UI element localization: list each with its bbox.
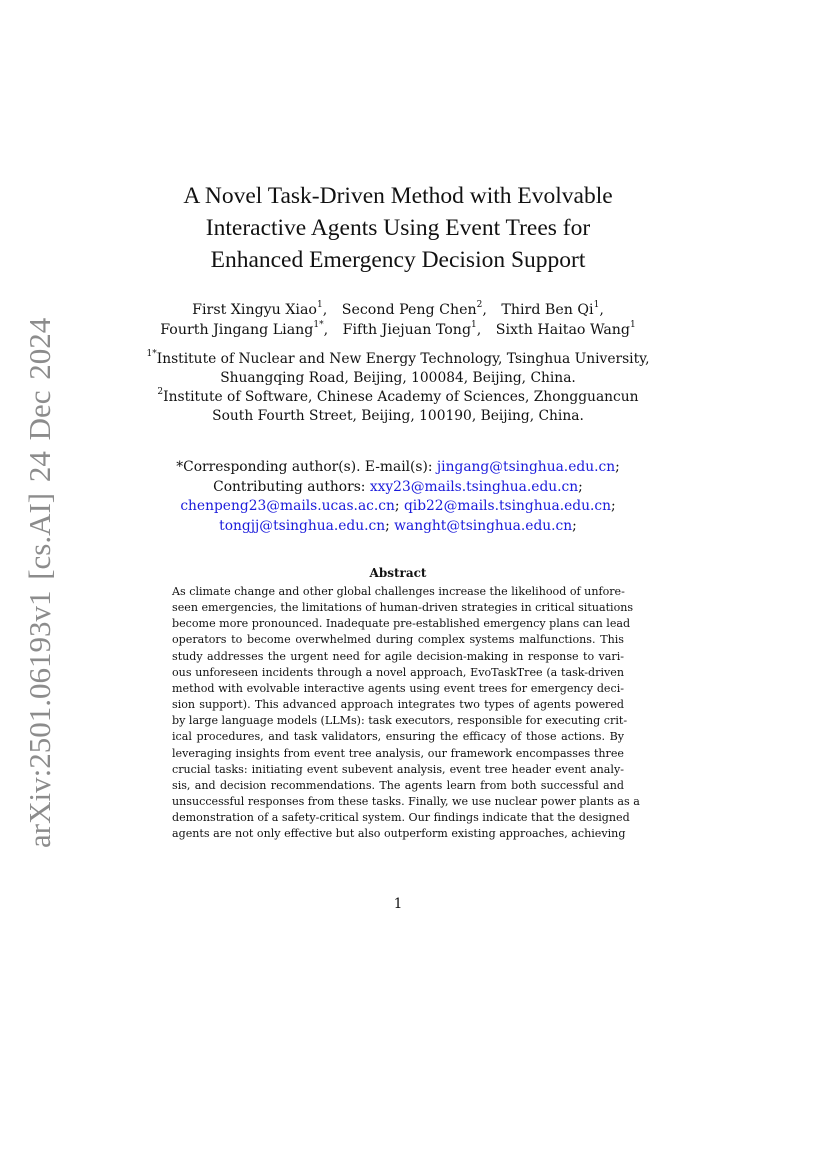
paper-title xyxy=(120,180,676,276)
title-line: Enhanced Emergency Decision Support xyxy=(210,247,586,273)
author-separator: , xyxy=(482,302,487,318)
author-affiliation-mark: 1 xyxy=(593,300,600,311)
author-name: Second Peng Chen xyxy=(341,302,477,318)
author-name: Fourth Jingang Liang xyxy=(160,322,314,338)
affiliations xyxy=(110,350,686,426)
email-separator: ; xyxy=(615,459,620,475)
author-affiliation-mark: 2 xyxy=(476,300,483,311)
email-separator: ; xyxy=(394,498,400,514)
affiliation-line xyxy=(110,350,686,369)
author xyxy=(501,302,603,318)
author-affiliation-mark: 1* xyxy=(313,320,324,331)
author-list xyxy=(100,300,696,340)
contact-line xyxy=(110,517,686,537)
abstract-body xyxy=(172,584,640,843)
author-separator: , xyxy=(322,302,328,318)
contact-line xyxy=(110,478,686,498)
author-name: Fifth Jiejuan Tong xyxy=(342,322,472,338)
abstract-line: unsuccessful responses from these tasks. Finally, we use nuclear power plants as a xyxy=(172,795,640,809)
email-link[interactable]: xxy23@mails.tsinghua.edu.cn xyxy=(369,478,579,495)
email-link[interactable]: qib22@mails.tsinghua.edu.cn xyxy=(403,498,612,514)
author-line xyxy=(100,300,696,320)
author-separator: , xyxy=(599,302,604,318)
abstract-line: study addresses the urgent need for agile decision-making in response to vari- xyxy=(172,649,624,663)
affiliation-line xyxy=(110,388,686,407)
abstract-line: crucial tasks: initiating event subevent analysis, event tree header event analy- xyxy=(172,762,624,776)
affiliation-mark: 2 xyxy=(157,387,164,398)
affiliation-text: Institute of Software, Chinese Academy of Sciences, Zhongguancun xyxy=(163,389,639,405)
abstract-line: As climate change and other global challenges increase the likelihood of unfore- xyxy=(172,585,625,598)
abstract-line: demonstration of a safety-critical system. Our findings indicate that the designed xyxy=(172,811,630,825)
page-number: 1 xyxy=(393,896,403,912)
author xyxy=(343,322,482,338)
contact-line xyxy=(110,458,686,478)
author-line xyxy=(100,320,696,340)
abstract-line: by large language models (LLMs): task executors, responsible for executing crit- xyxy=(172,714,628,728)
affiliation-text: Institute of Nuclear and New Energy Technology, Tsinghua University, xyxy=(156,351,650,367)
author-affiliation-mark: 1 xyxy=(316,300,323,311)
email-link[interactable]: wanght@tsinghua.edu.cn xyxy=(394,517,573,534)
abstract-line: leveraging insights from event tree analysis, our framework encompasses three xyxy=(172,746,624,760)
title-line: A Novel Task-Driven Method with Evolvable xyxy=(183,183,613,209)
abstract-line: seen emergencies, the limitations of human-driven strategies in critical situations xyxy=(172,601,634,615)
author xyxy=(342,302,487,318)
affiliation-line: Shuangqing Road, Beijing, 100084, Beijing, China. xyxy=(220,370,576,386)
email-link[interactable]: chenpeng23@mails.ucas.ac.cn xyxy=(180,498,395,514)
contact-line xyxy=(110,497,686,517)
abstract-line: sion support). This advanced approach integrates two types of agents powered xyxy=(172,698,624,712)
author-name: First Xingyu Xiao xyxy=(192,302,317,318)
email-link[interactable]: tongjj@tsinghua.edu.cn xyxy=(219,517,386,534)
title-line: Interactive Agents Using Event Trees for xyxy=(205,215,591,241)
email-separator: ; xyxy=(611,498,616,514)
author-name: Sixth Haitao Wang xyxy=(495,322,631,338)
author-affiliation-mark: 1 xyxy=(471,320,477,331)
contributing-label: Contributing authors: xyxy=(213,478,366,495)
abstract-line: ous unforeseen incidents through a novel approach, EvoTaskTree (a task-driven xyxy=(172,665,624,679)
author xyxy=(496,322,636,338)
author xyxy=(160,322,328,338)
email-separator: ; xyxy=(578,478,583,495)
arxiv-identifier: arXiv:2501.06193v1 [cs.AI] 24 Dec 2024 xyxy=(22,317,57,848)
corresponding-label: *Corresponding author(s). E-mail(s): xyxy=(176,459,433,475)
corresponding-email-link[interactable]: jingang@tsinghua.edu.cn xyxy=(436,459,616,475)
abstract-line: operators to become overwhelmed during complex systems malfunctions. This xyxy=(172,633,624,647)
contact-info xyxy=(110,458,686,536)
email-separator: ; xyxy=(385,517,390,534)
author xyxy=(192,302,327,318)
abstract-line: method with evolvable interactive agents using event trees for emergency deci- xyxy=(172,681,624,695)
author-separator: , xyxy=(476,322,482,338)
affiliation-mark: 1* xyxy=(146,349,157,360)
affiliation-line: South Fourth Street, Beijing, 100190, Beijing, China. xyxy=(212,408,584,424)
abstract-heading: Abstract xyxy=(369,566,427,580)
author-name: Third Ben Qi xyxy=(501,302,594,318)
author-affiliation-mark: 1 xyxy=(630,320,636,331)
abstract-line: agents are not only effective but also outperform existing approaches, achieving xyxy=(172,827,626,841)
email-separator: ; xyxy=(572,517,577,534)
abstract-line: ical procedures, and task validators, ensuring the efficacy of those actions. By xyxy=(172,730,624,744)
abstract-line: sis, and decision recommendations. The agents learn from both successful and xyxy=(172,778,624,792)
author-separator: , xyxy=(323,322,329,338)
abstract-line: become more pronounced. Inadequate pre-established emergency plans can lead xyxy=(172,617,631,631)
